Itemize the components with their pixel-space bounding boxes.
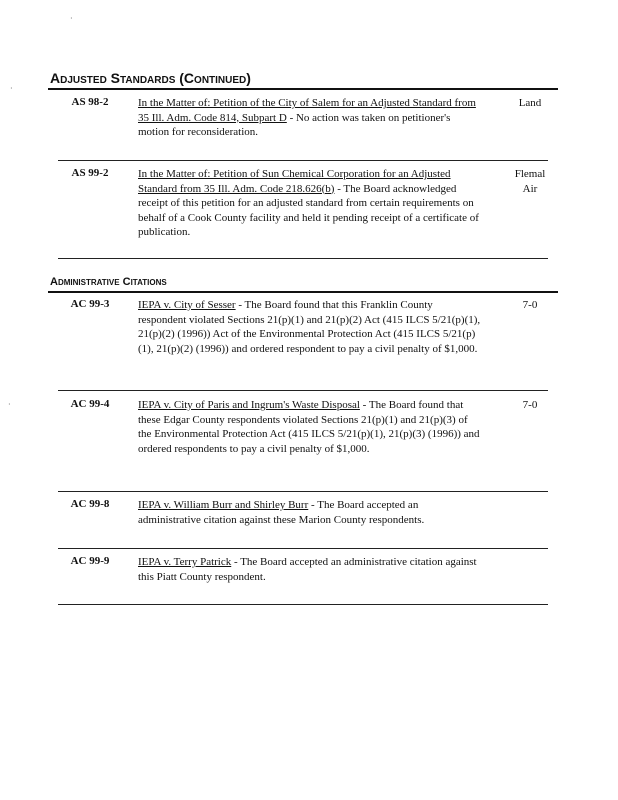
section-title-adjusted-standards: Adjusted Standards (Continued)	[50, 70, 251, 86]
case-description	[138, 298, 483, 356]
case-number: AC 99-4	[70, 398, 110, 410]
case-description	[138, 96, 483, 140]
case-caption: IEPA v. Terry Patrick	[138, 556, 232, 568]
case-vote: 7-0	[522, 299, 538, 311]
case-vote: Flemal Air	[514, 168, 546, 195]
case-caption: In the Matter of: Petition of Sun Chemical Corporation for an Adjusted Standard from 35 Ill. Adm. Code 218.626(b)	[138, 168, 451, 195]
entry-divider	[58, 491, 548, 492]
section-rule	[48, 291, 558, 293]
case-caption: In the Matter of: Petition of the City of Salem for an Adjusted Standard from 35 Ill. Adm. Code 814, Subpart D	[138, 97, 476, 124]
case-vote: 7-0	[522, 399, 538, 411]
case-caption: IEPA v. City of Sesser	[138, 299, 236, 311]
case-number: AC 99-9	[70, 555, 110, 567]
scan-speck: ·	[8, 400, 11, 409]
case-number: AS 99-2	[71, 167, 109, 179]
scan-speck: ·	[70, 14, 73, 23]
section-title-administrative-citations: Administrative Citations	[50, 276, 167, 288]
case-caption: IEPA v. William Burr and Shirley Burr	[138, 499, 309, 511]
case-summary: - No action was taken on petitioner's motion for reconsideration.	[138, 111, 451, 138]
case-summary: - The Board accepted an administrative citation against these Marion County respondents.	[138, 499, 425, 526]
case-number: AC 99-8	[70, 498, 110, 510]
case-summary: - The Board found that these Edgar County respondents violated Sections 21(p)(1) and 21(p)(3) of the Environmental Protection Act (415 ILCS 5/21(p)(1), 21(p)(3) (1996)) and ordered respondents to pay a civil penalty of $1,000.	[138, 399, 480, 455]
case-vote: Land	[518, 97, 542, 109]
section-rule	[48, 88, 558, 90]
scan-speck: ·	[10, 84, 13, 93]
case-number: AC 99-3	[70, 298, 110, 310]
entry-divider	[58, 160, 548, 161]
entry-divider	[58, 390, 548, 391]
entry-divider	[58, 604, 548, 605]
case-summary: - The Board acknowledged receipt of this petition for an adjusted standard from certain requirements on behalf of a Cook County facility and held it pending receipt of a certificate of publication.	[138, 182, 479, 238]
case-caption: IEPA v. City of Paris and Ingrum's Waste Disposal	[138, 399, 360, 411]
case-description	[138, 555, 483, 584]
case-summary: - The Board accepted an administrative citation against this Piatt County respondent.	[138, 556, 477, 583]
entry-divider	[58, 548, 548, 549]
case-description	[138, 398, 483, 456]
entry-divider	[58, 258, 548, 259]
case-description	[138, 167, 483, 240]
case-description	[138, 498, 483, 527]
case-summary: - The Board found that this Franklin County respondent violated Sections 21(p)(1) and 21(p)(2) Act (415 ILCS 5/21(p)(1), 21(p)(2) (1996)) Act of the Environmental Protection Act (415 ILCS 5/21(p)(1), 21(p)(2) (1996)) and ordered respondent to pay a civil penalty of $1,000.	[138, 299, 481, 355]
case-number: AS 98-2	[71, 96, 109, 108]
